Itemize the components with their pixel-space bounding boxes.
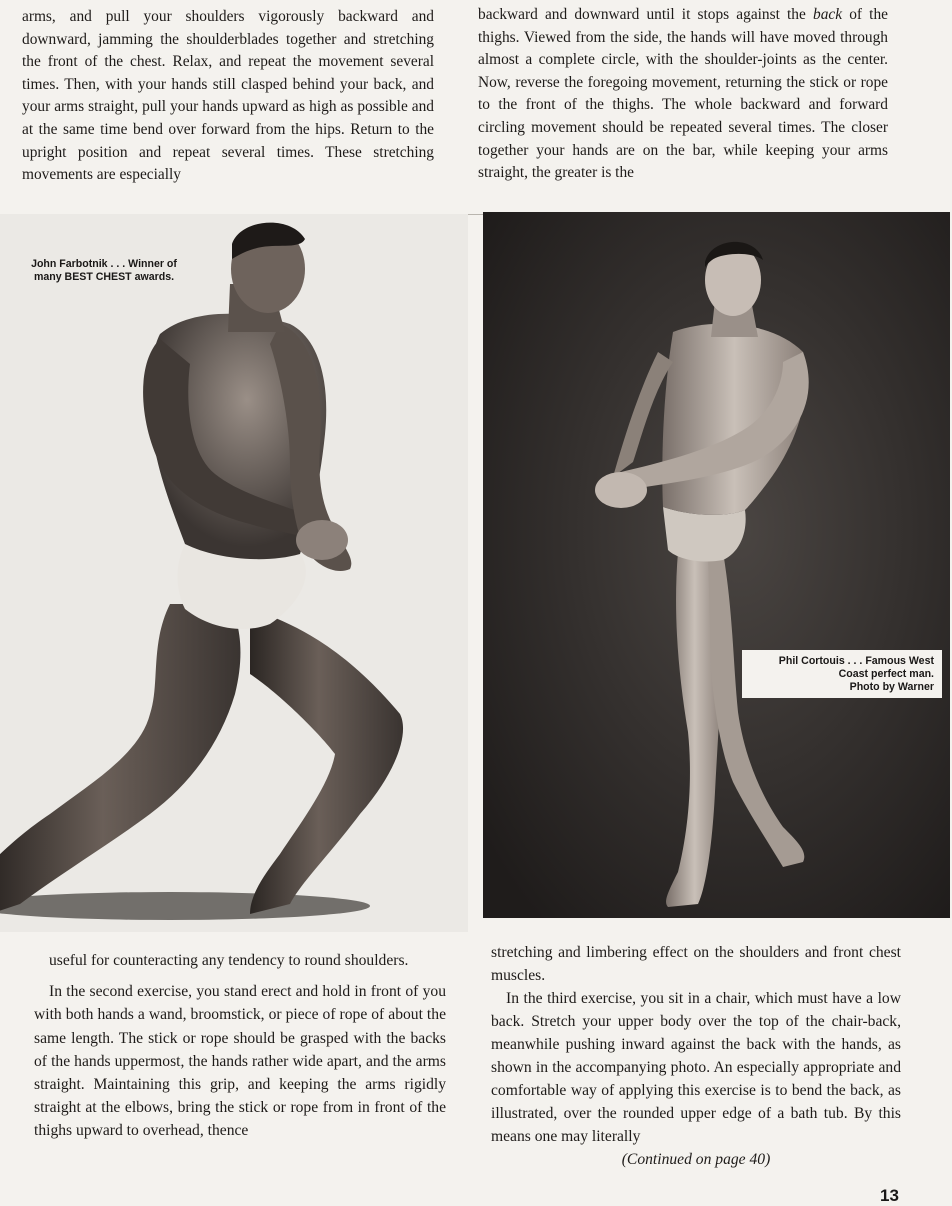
page-number: 13 — [880, 1186, 899, 1205]
text-run: of the thighs. Viewed from the side, the hands will have moved through almost a complete circle, with the shoulder-joints as the center. Now, reverse the foregoing movement, returning the stick or rope to the front of the thighs. The whole backward and forward circling movement should be repeated several times. The closer together your hands are on the bar, while keeping your arms straight, the greater is the — [478, 6, 888, 182]
photo-phil-cortouis — [483, 212, 950, 918]
emphasis-text: back — [813, 6, 843, 23]
photo-john-farbotnik — [0, 214, 468, 932]
text-run: backward and downward until it stops against the — [478, 6, 806, 23]
paragraph: In the third exercise, you sit in a chair, which must have a low back. Stretch your upper body over the top of the chair-back, meanwhile pushing inward against the back with the hands, as shown in the accompanying photo. An especially appropriate and comfortable way of applying this exercise is to bend the back, as illustrated, over the rounded upper edge of a bath tub. By this means one may literally — [491, 990, 901, 1145]
paragraph: stretching and limbering effect on the shoulders and front chest muscles. — [491, 944, 901, 984]
caption-line: many BEST CHEST awards. — [33, 271, 175, 283]
caption-line: John Farbotnik . . . Winner of — [31, 258, 177, 270]
paragraph: In the second exercise, you stand erect and hold in front of you with both hands a wand, broomstick, or piece of rope of about the same length. The stick or rope should be grasped with the backs of the hands uppermost, the hands rather wide apart, and the arms straight. Maintaining this grip, and keeping the arms rigidly straight at the elbows, bring the stick or rope from in front of the thighs upward to overhead, thence — [34, 983, 446, 1140]
caption-line: Photo by Warner — [849, 681, 934, 693]
article-text-bottom-right — [491, 941, 901, 1171]
paragraph — [478, 4, 888, 185]
article-text-top-right — [478, 4, 888, 185]
bodybuilder-figure-image — [0, 214, 468, 932]
paragraph: arms, and pull your shoulders vigorously backward and downward, jamming the shoulderblades together and stretching the front of the chest. Relax, and repeat the movement several times. Then, with your hands still clasped behind your back, and your arms straight, pull your hands upward as high as possible and at the same time bend over forward from the hips. Return to the upright position and repeat several times. These stretching movements are especially — [22, 8, 434, 184]
photo-caption-left — [4, 258, 204, 284]
article-text-top-left — [22, 6, 434, 187]
photo-caption-right — [742, 650, 942, 698]
continued-note: (Continued on page 40) — [621, 1151, 771, 1168]
caption-line: Phil Cortouis . . . Famous West — [778, 655, 934, 667]
paragraph: useful for counteracting any tendency to round shoulders. — [49, 952, 409, 969]
caption-line: Coast perfect man. — [838, 668, 934, 680]
bodybuilder-figure-image — [483, 212, 950, 918]
article-text-bottom-left — [34, 949, 446, 1143]
